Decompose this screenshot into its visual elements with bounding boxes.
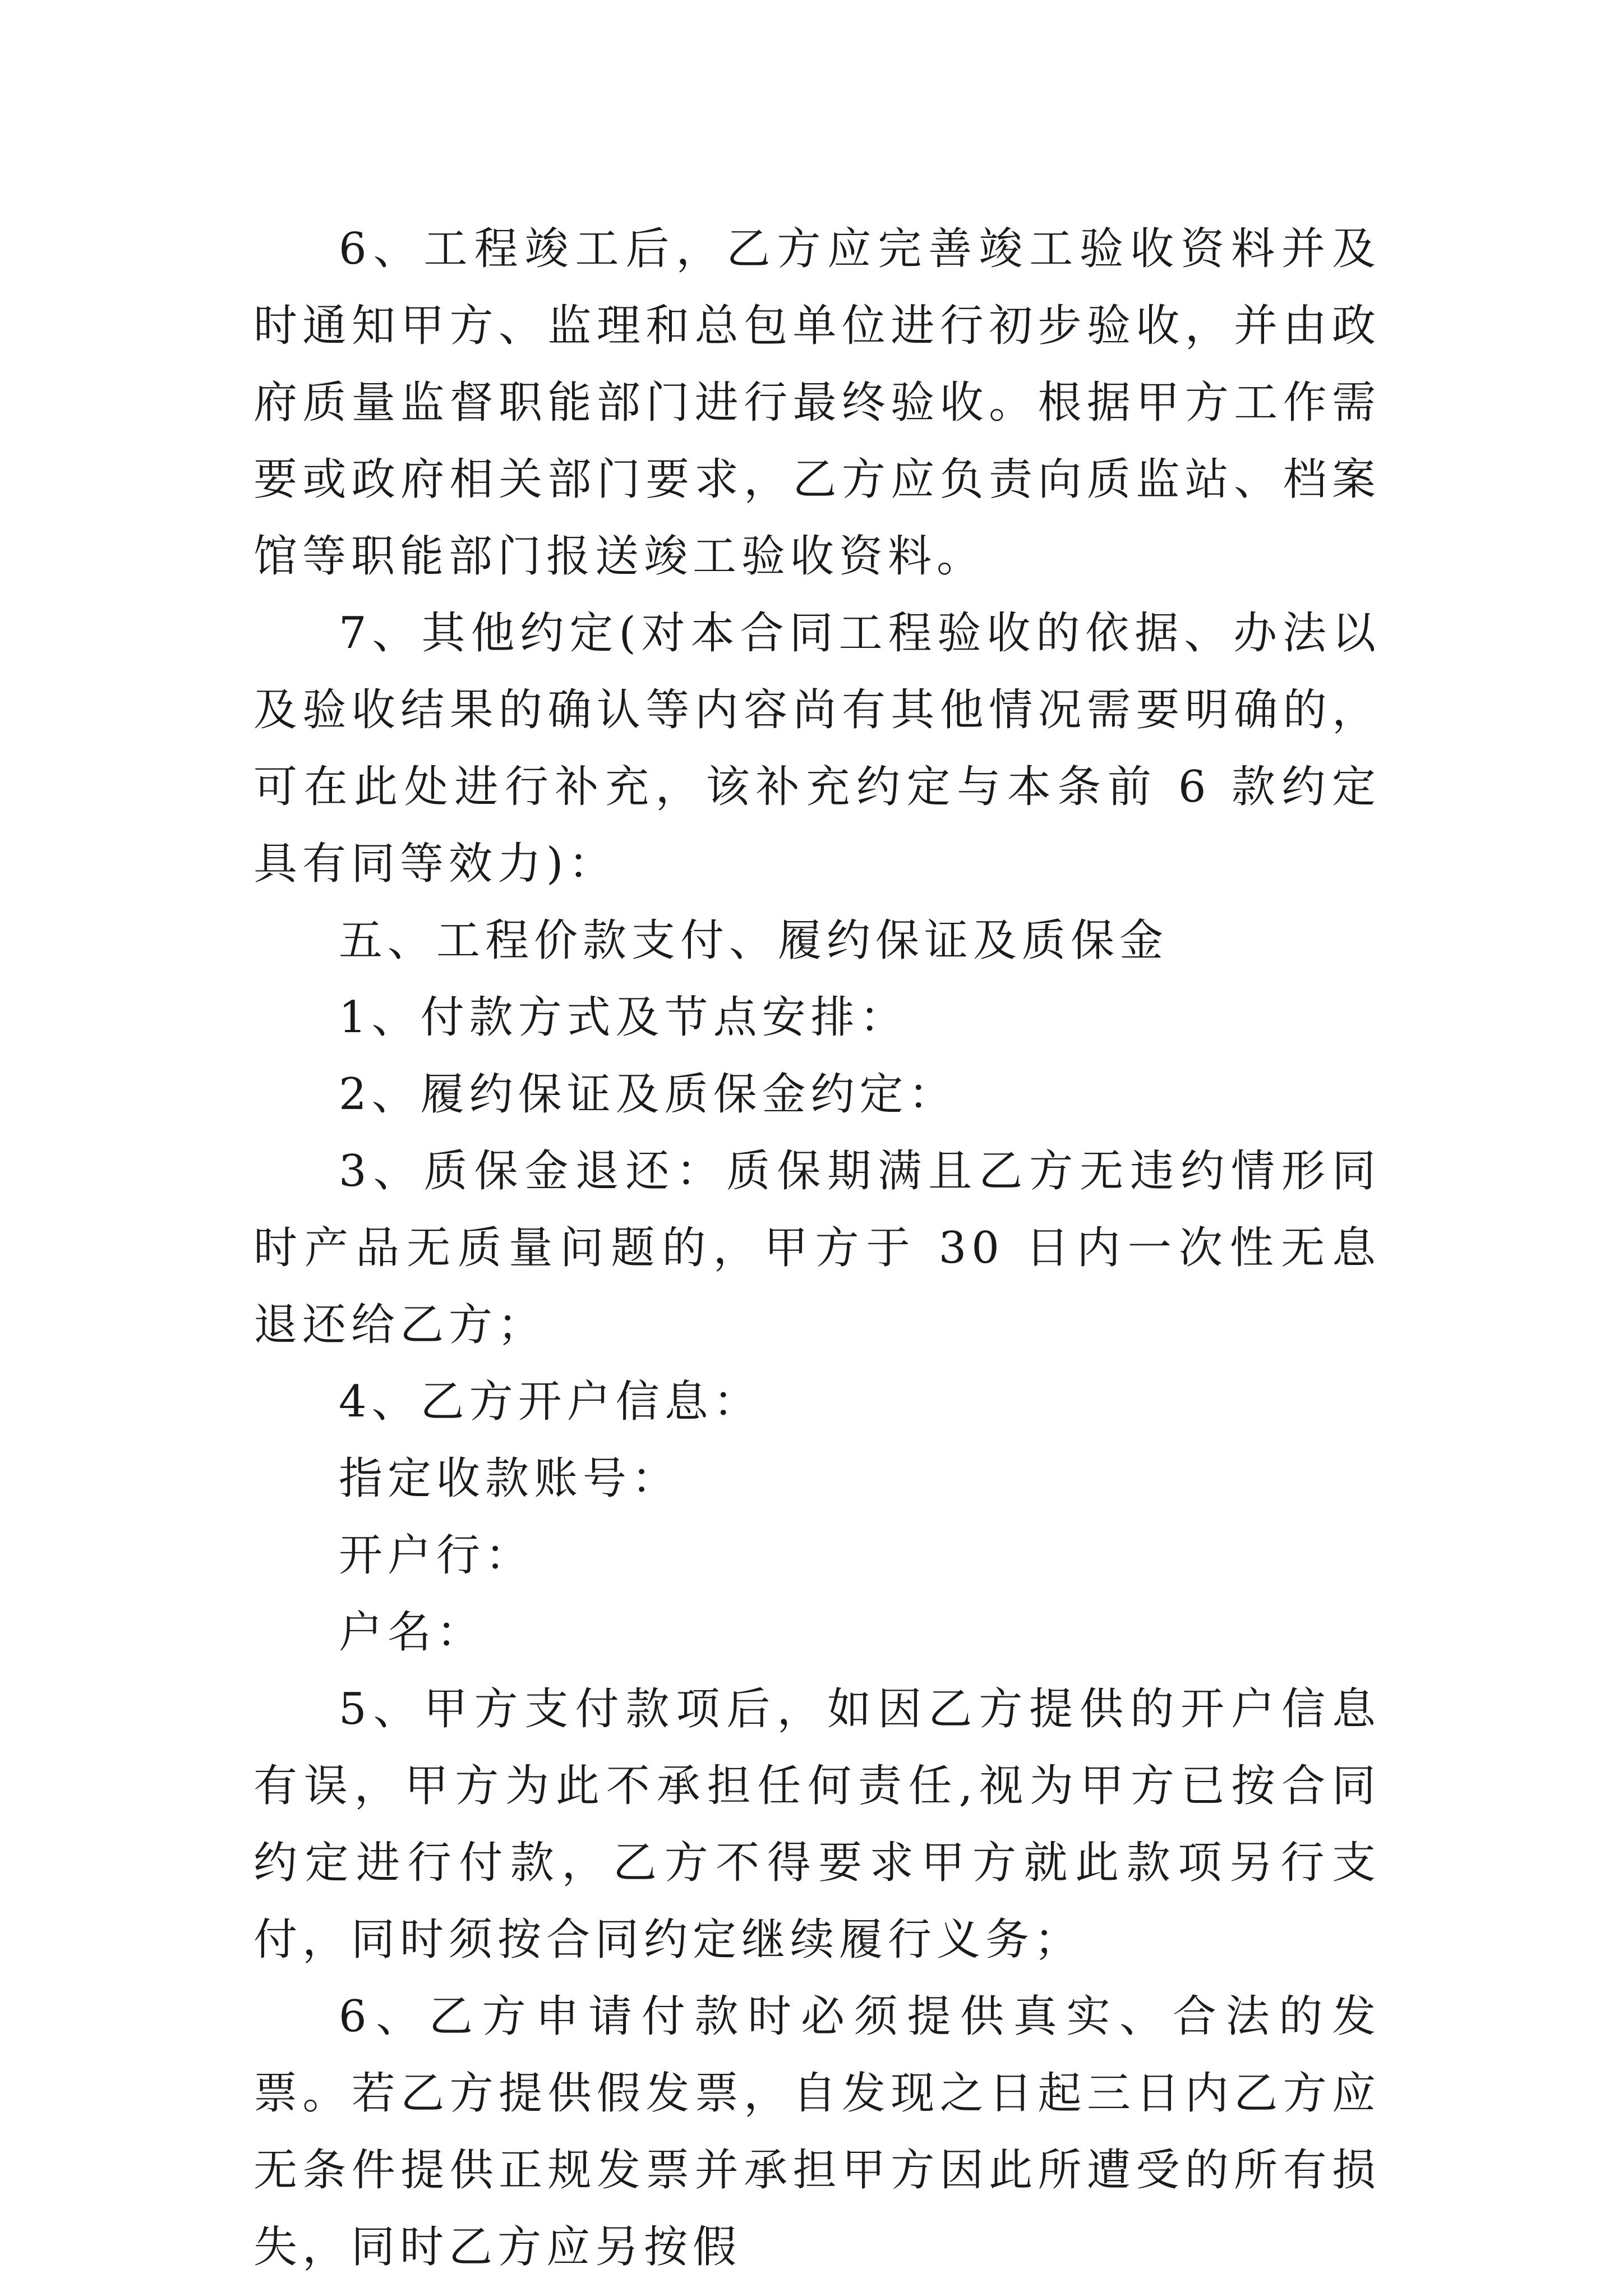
clause-paragraph: 4、乙方开户信息： (339, 1377, 762, 1427)
clause-paragraph: 7、其他约定(对本合同工程验收的依据、办法以及验收结果的确认等内容尚有其他情况需要明确的，可在此处进行补充，该补充约定与本条前 6 款约定具有同等效力)： (253, 608, 1381, 889)
clause-paragraph: 5、甲方支付款项后，如因乙方提供的开户信息有误，甲方为此不承担任何责任,视为甲方已按合同约定进行付款，乙方不得要求甲方就此款项另行支付，同时须按合同约定继续履行义务； (253, 1684, 1381, 1965)
bank-name-line: 开户行： (339, 1530, 534, 1581)
account-holder-line: 户名： (339, 1607, 486, 1658)
account-number-line: 指定收款账号： (339, 1453, 681, 1504)
section-heading: 五、工程价款支付、履约保证及质保金 (339, 915, 1169, 966)
clause-paragraph: 1、付款方式及节点安排： (339, 992, 909, 1043)
clause-paragraph: 6、工程竣工后，乙方应完善竣工验收资料并及时通知甲方、监理和总包单位进行初步验收，并由政府质量监督职能部门进行最终验收。根据甲方工作需要或政府相关部门要求，乙方应负责向质监站、档案馆等职能部门报送竣工验收资料。 (253, 224, 1381, 582)
clause-paragraph: 6、乙方申请付款时必须提供真实、合法的发票。若乙方提供假发票，自发现之日起三日内乙方应无条件提供正规发票并承担甲方因此所遭受的所有损失，同时乙方应另按假 (253, 1991, 1381, 2272)
document-body (253, 211, 1381, 2286)
clause-paragraph: 3、质保金退还：质保期满且乙方无违约情形同时产品无质量问题的，甲方于 30 日内一次性无息退还给乙方； (253, 1146, 1381, 1350)
clause-paragraph: 2、履约保证及质保金约定： (339, 1069, 957, 1120)
